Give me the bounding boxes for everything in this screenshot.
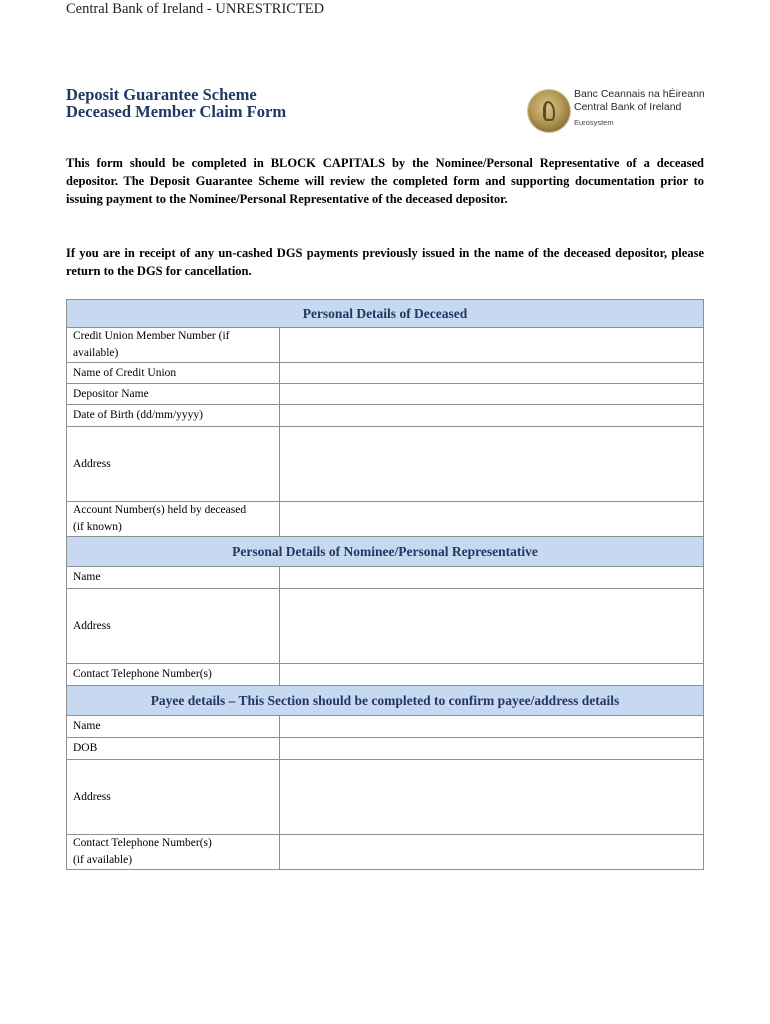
nominee-name-field[interactable]	[280, 567, 704, 589]
section-heading-payee: Payee details – This Section should be completed to confirm payee/address details	[67, 686, 704, 716]
section-heading-nominee: Personal Details of Nominee/Personal Representative	[67, 537, 704, 567]
title-line-2: Deceased Member Claim Form	[66, 102, 287, 121]
payee-dob-field[interactable]	[280, 738, 704, 760]
label-nominee-phone: Contact Telephone Number(s)	[67, 664, 280, 686]
label-nominee-name: Name	[67, 567, 280, 589]
nominee-address-field[interactable]	[280, 589, 704, 664]
classification-label: Central Bank of Ireland - UNRESTRICTED	[66, 1, 325, 17]
harp-seal-icon	[528, 90, 570, 132]
logo-line-eurosystem: Eurosystem	[574, 118, 614, 127]
section-heading-deceased: Personal Details of Deceased	[67, 300, 704, 328]
payee-phone-field[interactable]	[280, 835, 704, 870]
label-deceased-address: Address	[67, 427, 280, 502]
intro-paragraph-2: If you are in receipt of any un-cashed DGS payments previously issued in the name of the deceased depositor, please return to the DGS for cancellation.	[66, 246, 704, 278]
label-depositor-name: Depositor Name	[67, 384, 280, 405]
credit-union-name-field[interactable]	[280, 363, 704, 384]
logo-line-irish: Banc Ceannais na hÉireann	[574, 88, 705, 100]
label-member-number: Credit Union Member Number (if available)	[67, 328, 280, 363]
form-title	[66, 86, 286, 120]
logo-line-english: Central Bank of Ireland	[574, 101, 682, 113]
date-of-birth-field[interactable]	[280, 405, 704, 427]
account-numbers-field[interactable]	[280, 502, 704, 537]
label-payee-dob: DOB	[67, 738, 280, 760]
label-payee-address: Address	[67, 760, 280, 835]
payee-name-field[interactable]	[280, 716, 704, 738]
label-credit-union-name: Name of Credit Union	[67, 363, 280, 384]
payee-address-field[interactable]	[280, 760, 704, 835]
title-line-1: Deposit Guarantee Scheme	[66, 85, 257, 104]
label-payee-phone: Contact Telephone Number(s) (if available)	[67, 835, 280, 870]
label-payee-name: Name	[67, 716, 280, 738]
claim-form-table	[66, 299, 704, 870]
label-nominee-address: Address	[67, 589, 280, 664]
member-number-field[interactable]	[280, 328, 704, 363]
central-bank-logo	[527, 86, 717, 134]
deceased-address-field[interactable]	[280, 427, 704, 502]
intro-paragraph-1: This form should be completed in BLOCK CAPITALS by the Nominee/Personal Representative of a deceased depositor. The Deposit Guarantee Scheme will review the completed form and supporting documentation prior to issuing payment to the Nominee/Personal Representative of the deceased depositor.	[66, 156, 704, 206]
label-date-of-birth: Date of Birth (dd/mm/yyyy)	[67, 405, 280, 427]
label-account-numbers: Account Number(s) held by deceased (if known)	[67, 502, 280, 537]
nominee-phone-field[interactable]	[280, 664, 704, 686]
depositor-name-field[interactable]	[280, 384, 704, 405]
